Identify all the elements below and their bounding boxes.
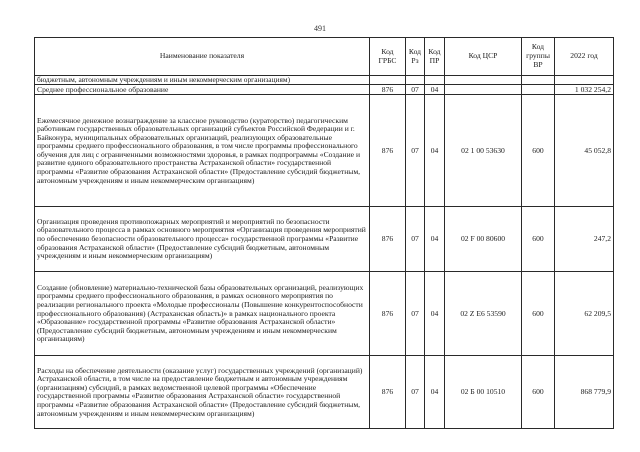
section-name: Среднее профессиональное образование (35, 85, 370, 95)
row-pr: 04 (425, 356, 445, 429)
row-grbs: 876 (370, 207, 406, 272)
row-grbs: 876 (370, 95, 406, 207)
row-rz: 07 (406, 356, 425, 429)
header-vr: Код группы ВР (522, 38, 555, 76)
row-amount: 45 052,8 (555, 95, 614, 207)
section-pr: 04 (425, 85, 445, 95)
row-pr: 04 (425, 207, 445, 272)
continuation-row (35, 76, 614, 85)
row-vr: 600 (522, 95, 555, 207)
section-row (35, 85, 614, 95)
section-amount: 1 032 254,2 (555, 85, 614, 95)
header-row (35, 38, 614, 76)
table-row (35, 207, 614, 272)
section-rz: 07 (406, 85, 425, 95)
continuation-text: бюджетным, автономным учреждениям и иным некоммерческим организациям) (35, 76, 370, 85)
row-vr: 600 (522, 272, 555, 356)
row-grbs: 876 (370, 272, 406, 356)
row-name: Создание (обновление) материально-технической базы образовательных организаций, реализующих программы среднего профессионального образования, в рамках основного мероприятия по реализации регионального проекта «Молодые профессионалы (Повышение конкурентоспособности профессионального образования) (Астраханская область)» в рамках национального проекта «Образование» государственной программы «Развитие образования Астраханской области» (Предоставление субсидий бюджетным, автономным учреждениям и иным некоммерческим организациям) (35, 272, 370, 356)
row-rz: 07 (406, 207, 425, 272)
header-name: Наименование показателя (35, 38, 370, 76)
row-csr: 02 Б 00 10510 (445, 356, 522, 429)
header-pr: Код ПР (425, 38, 445, 76)
row-amount: 868 779,9 (555, 356, 614, 429)
header-rz: Код Рз (406, 38, 425, 76)
row-amount: 62 209,5 (555, 272, 614, 356)
header-grbs: Код ГРБС (370, 38, 406, 76)
table-row (35, 95, 614, 207)
row-csr: 02 1 00 53630 (445, 95, 522, 207)
row-vr: 600 (522, 356, 555, 429)
header-csr: Код ЦСР (445, 38, 522, 76)
table-row (35, 272, 614, 356)
table-row (35, 356, 614, 429)
row-name: Расходы на обеспечение деятельности (оказание услуг) государственных учреждений (организаций) Астраханской области, в том числе на предоставление бюджетным и автономным учреждениям (организациям) субсидий, в рамках ведомственной целевой программы «Обеспечение государственной программы «Развитие образования Астраханской области» государственной программы «Развитие образования Астраханской области» (Предоставление субсидий бюджетным, автономным учреждениям и иным некоммерческим организациям) (35, 356, 370, 429)
header-year: 2022 год (555, 38, 614, 76)
page-number: 491 (314, 24, 326, 33)
row-csr: 02 Z E6 53590 (445, 272, 522, 356)
row-grbs: 876 (370, 356, 406, 429)
row-name: Организация проведения противопожарных мероприятий и мероприятий по безопасности образовательного процесса в рамках основного мероприятия «Организация проведения мероприятий по обеспечению безопасности образовательного процесса» государственной программы «Развитие образования Астраханской области» (Предоставление субсидий бюджетным, автономным учреждениям и иным некоммерческим организациям) (35, 207, 370, 272)
row-vr: 600 (522, 207, 555, 272)
row-rz: 07 (406, 95, 425, 207)
row-csr: 02 F 00 80600 (445, 207, 522, 272)
row-amount: 247,2 (555, 207, 614, 272)
row-pr: 04 (425, 95, 445, 207)
row-pr: 04 (425, 272, 445, 356)
budget-table (34, 37, 614, 429)
row-rz: 07 (406, 272, 425, 356)
row-name: Ежемесячное денежное вознаграждение за классное руководство (кураторство) педагогическим работникам государственных образовательных организаций субъектов Российской Федерации и г. Байконура, муниципальных образовательных организаций, реализующих образовательные программы среднего профессионального образования, в том числе программы профессионального обучения для лиц с ограниченными возможностями здоровья, в рамках подпрограммы «Создание и развитие единого образовательного пространства Астраханской области» государственной программы «Развитие образования Астраханской области» (Предоставление субсидий бюджетным, автономным учреждениям и иным некоммерческим организациям) (35, 95, 370, 207)
section-grbs: 876 (370, 85, 406, 95)
